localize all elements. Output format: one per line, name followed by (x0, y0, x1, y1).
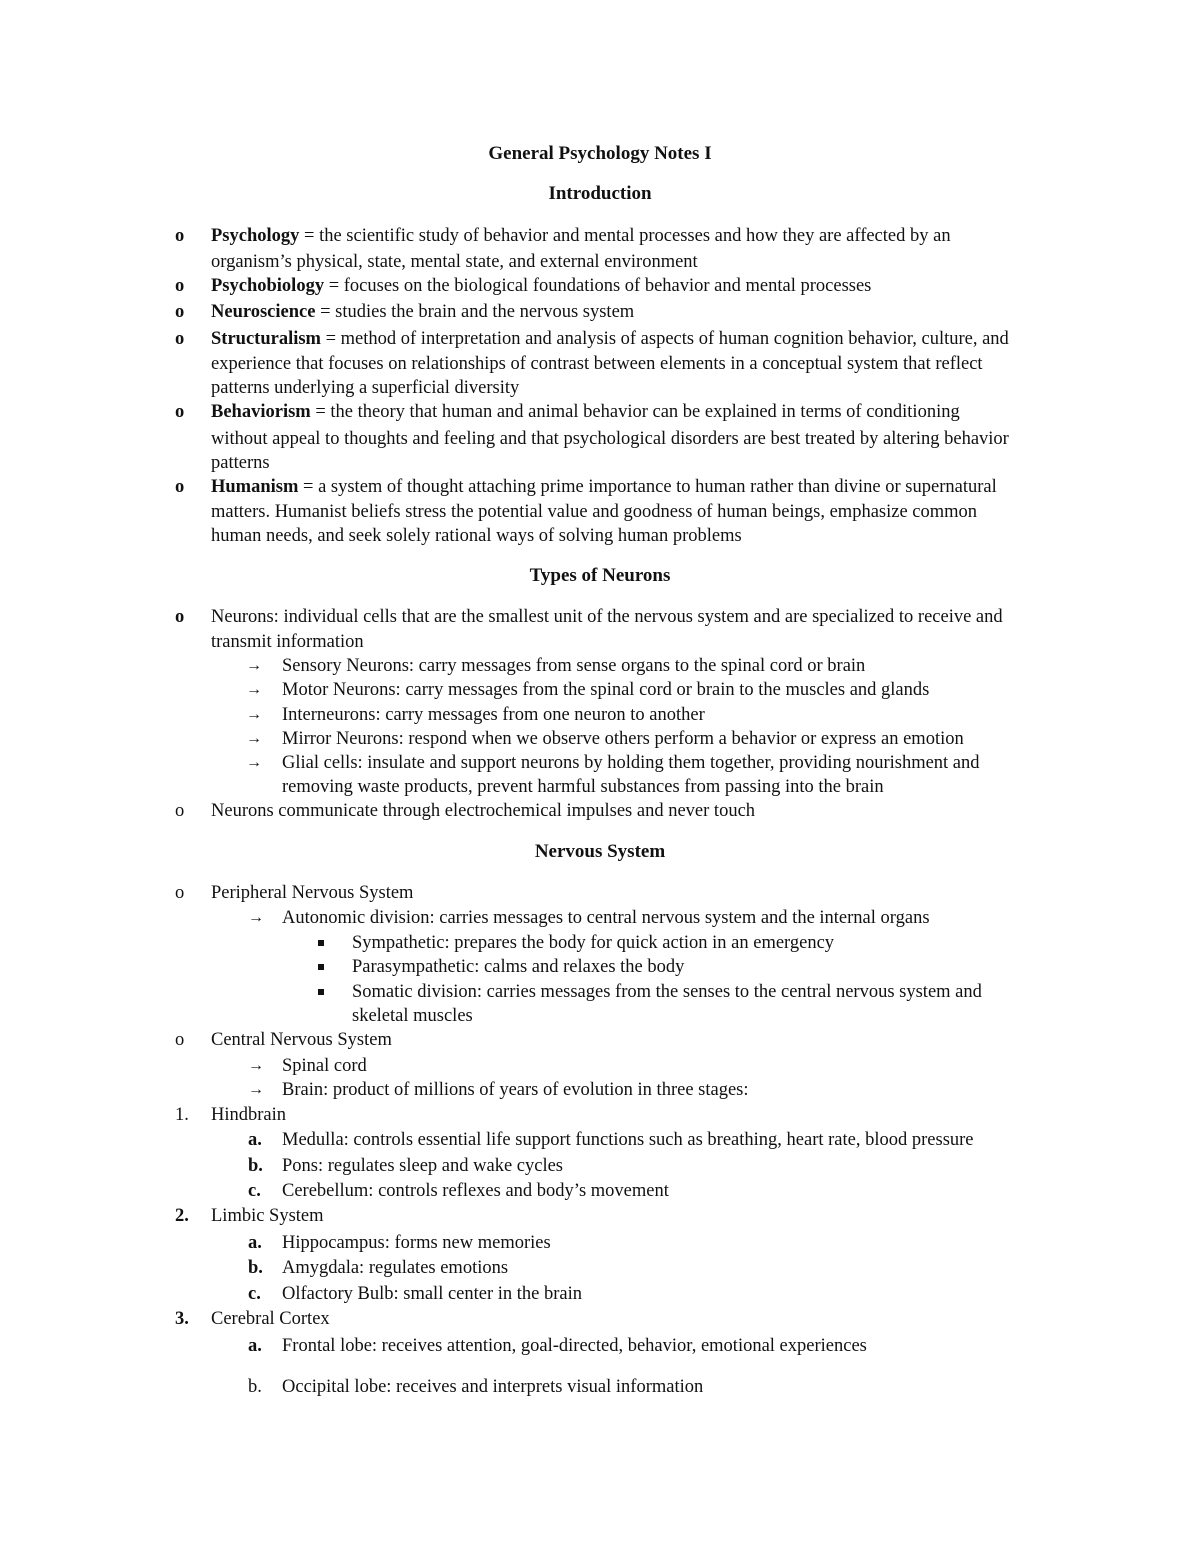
list-number: 3. (175, 1309, 189, 1329)
sub-item: Spinal cord (282, 1056, 367, 1076)
stage-part: Olfactory Bulb: small center in the brain (282, 1284, 583, 1304)
sub-item: Sensory Neurons: carry messages from sense organs to the spinal cord or brain (282, 656, 866, 676)
term: Structuralism (211, 329, 321, 349)
list-letter: a. (248, 1130, 262, 1150)
term: Behaviorism (211, 402, 311, 422)
list-letter: c. (248, 1181, 261, 1201)
list-letter: c. (248, 1284, 261, 1304)
definition-continuation: patterns (211, 453, 270, 473)
list-letter: b. (248, 1258, 263, 1278)
bullet-o: o (175, 329, 185, 349)
list-letter: b. (248, 1377, 262, 1397)
arrow-icon: → (248, 909, 264, 926)
definition-continuation: human needs, and seek solely rational ways of solving human problems (211, 526, 742, 546)
sub-sub-item: Sympathetic: prepares the body for quick action in an emergency (352, 933, 835, 953)
bullet-o: o (175, 1030, 185, 1050)
stage-part: Medulla: controls essential life support functions such as breathing, heart rate, blood pressure (282, 1130, 974, 1150)
list-letter: a. (248, 1233, 262, 1253)
list-letter: b. (248, 1156, 263, 1176)
square-bullet-icon (318, 989, 324, 995)
sub-item: Autonomic division: carries messages to central nervous system and the internal organs (282, 908, 930, 928)
section-heading-types-of-neurons: Types of Neurons (529, 565, 671, 586)
list-item: Neurons: individual cells that are the smallest unit of the nervous system and are specialized to receive and (211, 607, 1003, 627)
bullet-o: o (175, 402, 185, 422)
stage-part: Hippocampus: forms new memories (282, 1233, 551, 1253)
stage-part: Amygdala: regulates emotions (282, 1258, 509, 1278)
definition: = a system of thought attaching prime importance to human rather than divine or supernatural (298, 477, 997, 497)
list-item (211, 475, 997, 499)
document-title: General Psychology Notes I (488, 143, 712, 164)
list-letter: a. (248, 1336, 262, 1356)
bullet-o: o (175, 883, 185, 903)
stage-part: Cerebellum: controls reflexes and body’s movement (282, 1181, 669, 1201)
definition-continuation: matters. Humanist beliefs stress the potential value and goodness of human beings, emphasize common (211, 502, 978, 522)
list-item: Peripheral Nervous System (211, 883, 414, 903)
section-heading-introduction: Introduction (548, 183, 652, 204)
list-number: 1. (175, 1105, 189, 1125)
stage-part: Frontal lobe: receives attention, goal-directed, behavior, emotional experiences (282, 1336, 867, 1356)
definition: = studies the brain and the nervous system (315, 302, 635, 322)
sub-item: Glial cells: insulate and support neurons by holding them together, providing nourishment and (282, 753, 980, 773)
term: Humanism (211, 477, 299, 497)
bullet-o: o (175, 302, 185, 322)
stage-name: Cerebral Cortex (211, 1309, 330, 1329)
term: Psychology (211, 226, 300, 246)
definition-continuation: patterns underlying a superficial diversity (211, 378, 520, 398)
section-heading-nervous-system: Nervous System (534, 841, 666, 862)
arrow-icon: → (246, 657, 262, 674)
definition-continuation: without appeal to thoughts and feeling and that psychological disorders are best treated by altering behavior (211, 429, 1009, 449)
list-item (211, 400, 960, 424)
arrow-icon: → (246, 754, 262, 771)
definition-continuation: experience that focuses on relationships of contrast between elements in a conceptual system that reflect (211, 354, 983, 374)
bullet-o: o (175, 477, 185, 497)
sub-sub-item-continuation: skeletal muscles (352, 1006, 473, 1026)
list-item (211, 327, 1009, 351)
definition: = focuses on the biological foundations of behavior and mental processes (324, 276, 872, 296)
list-item (211, 274, 871, 298)
list-item (211, 300, 634, 324)
definition: = the theory that human and animal behavior can be explained in terms of conditioning (310, 402, 960, 422)
bullet-o: o (175, 801, 185, 821)
sub-item: Motor Neurons: carry messages from the spinal cord or brain to the muscles and glands (282, 680, 930, 700)
definition-continuation: transmit information (211, 632, 364, 652)
term: Neuroscience (211, 302, 316, 322)
stage-name: Limbic System (211, 1206, 324, 1226)
list-item: Neurons communicate through electrochemical impulses and never touch (211, 801, 756, 821)
square-bullet-icon (318, 940, 324, 946)
stage-part: Pons: regulates sleep and wake cycles (282, 1156, 564, 1176)
sub-item: Mirror Neurons: respond when we observe others perform a behavior or express an emotion (282, 729, 964, 749)
bullet-o: o (175, 607, 185, 627)
stage-part: Occipital lobe: receives and interprets visual information (282, 1377, 704, 1397)
arrow-icon: → (246, 681, 262, 698)
arrow-icon: → (248, 1081, 264, 1098)
definition: = the scientific study of behavior and mental processes and how they are affected by an (299, 226, 951, 246)
bullet-o: o (175, 276, 185, 296)
stage-name: Hindbrain (211, 1105, 287, 1125)
arrow-icon: → (246, 706, 262, 723)
arrow-icon: → (248, 1057, 264, 1074)
definition-continuation: organism’s physical, state, mental state, and external environment (211, 252, 698, 272)
sub-sub-item: Parasympathetic: calms and relaxes the body (352, 957, 685, 977)
square-bullet-icon (318, 964, 324, 970)
sub-item: Interneurons: carry messages from one neuron to another (282, 705, 705, 725)
list-item (211, 224, 951, 248)
list-number: 2. (175, 1206, 189, 1226)
list-item: Central Nervous System (211, 1030, 392, 1050)
sub-item-continuation: removing waste products, prevent harmful substances from passing into the brain (282, 777, 884, 797)
bullet-o: o (175, 226, 185, 246)
definition: = method of interpretation and analysis of aspects of human cognition behavior, culture, and (320, 329, 1009, 349)
sub-sub-item: Somatic division: carries messages from the senses to the central nervous system and (352, 982, 982, 1002)
sub-item: Brain: product of millions of years of evolution in three stages: (282, 1080, 749, 1100)
arrow-icon: → (246, 730, 262, 747)
term: Psychobiology (211, 276, 325, 296)
